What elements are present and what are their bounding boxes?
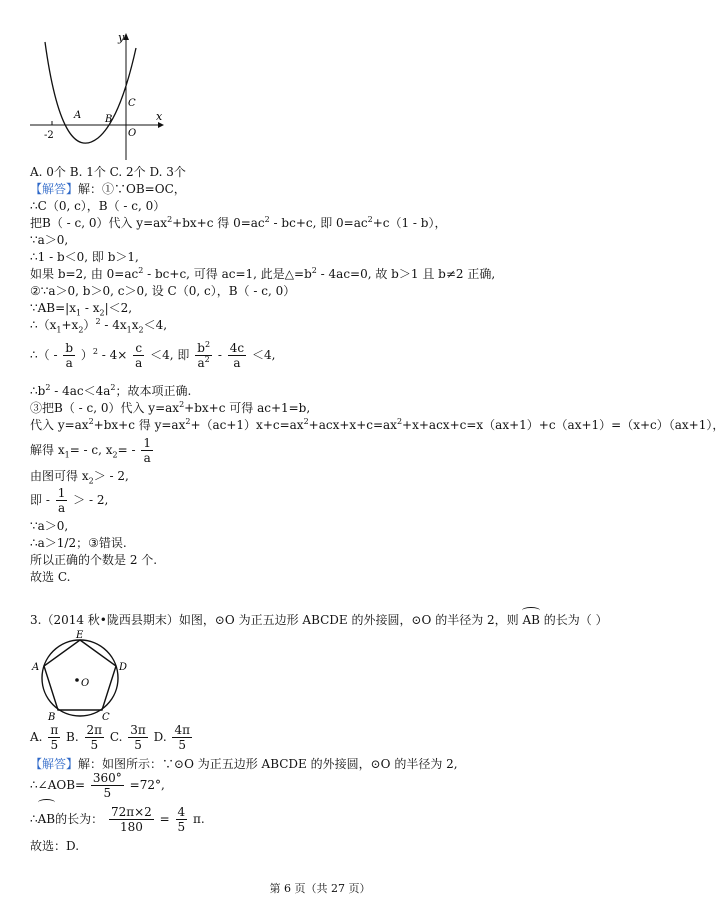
q2-line16: 即 - $\frac{1}{a}$ ＞ - 2,	[30, 486, 109, 515]
q2-answer-line1: 【解答】解：①∵OB=OC，	[30, 182, 186, 196]
origin-label: O	[128, 128, 137, 139]
q2-line2: ∴C（0, c），B（ - c, 0）	[30, 199, 166, 213]
q3-options: A. $\frac{\pi}{5}$ B. $\frac{2\pi}{5}$ C. $\frac{3\pi}{5}$ D. $\frac{4\pi}{5}$	[30, 723, 190, 752]
q2-line5: ∴1 - b＜0, 即 b＞1,	[30, 250, 139, 264]
q3-answer-line3: ∴AB的长为： $\frac{72\pi\times 2}{180}$ = $\frac{4}{5}$ π.	[30, 805, 205, 834]
q3-stem: 3.（2014 秋•陇西县期末）如图，⊙O 为正五边形 ABCDE 的外接圆，⊙O 的半径为 2，则 AB 的长为（ ）	[30, 613, 608, 627]
q2-line8: $\because AB=|x_1 - x_2|<2$,	[30, 301, 133, 318]
q2-line4: ∵a＞0,	[30, 233, 69, 247]
q3-answer-line4: 故选：D.	[30, 839, 80, 853]
vertex-a-label: A	[32, 662, 40, 673]
vertex-b-label: B	[48, 712, 56, 723]
parabola-graph	[30, 28, 170, 167]
point-a-label: A	[74, 110, 82, 121]
x-axis-label: x	[156, 110, 163, 123]
point-b-label: B	[105, 114, 113, 125]
point-c-label: C	[128, 98, 136, 109]
q2-line10: ∴（ - $\frac{b}{a}$ ）$^2$ - 4× $\frac{c}{a}$ ＜4, 即 $\frac{b^2}{a^2}$ - $\frac{4c}{a}$ ＜4,	[30, 340, 276, 370]
q2-line19: 所以正确的个数是 2 个.	[30, 553, 158, 567]
q2-line7: ②∵a＞0, b＞0, c＞0, 设 C（0, c），B（ - c, 0）	[30, 284, 296, 298]
q2-line3: 把B（ - c, 0）代入 $y=ax^2+bx+c$ 得 $0=ac^2 - bc+c$, 即 $0=ac^2+c(1 - b)$，	[30, 215, 447, 230]
pentagon-figure	[30, 630, 130, 724]
q2-line18: ∴a＞1/2；③错误.	[30, 536, 127, 550]
q2-choices: A. 0个 B. 1个 C. 2个 D. 3个	[30, 165, 186, 179]
vertex-c-label: C	[102, 712, 110, 723]
q3-answer-line2: ∴∠AOB= $\frac{360^\circ}{5}$ =72°,	[30, 771, 165, 800]
answer-tag: 【解答】	[30, 757, 79, 771]
page-footer: 第 6 页（共 27 页）	[269, 882, 371, 895]
q2-line12: ③把B（ - c, 0）代入 $y=ax^2+bx+c$ 可得 ac+1=b,	[30, 400, 311, 415]
q3-answer-line1: 【解答】解：如图所示：∵⊙O 为正五边形 ABCDE 的外接圆，⊙O 的半径为 2,	[30, 757, 458, 771]
q2-line15: 由图可得 $x_2> - 2$,	[30, 469, 129, 486]
vertex-e-label: E	[76, 630, 84, 641]
q2-line14: 解得 $x_1= - c$, $x_2=$ - $\frac{1}{a}$	[30, 436, 152, 465]
q2-line17: ∵a＞0,	[30, 519, 69, 533]
center-o-label: O	[81, 678, 90, 689]
q2-line11: $\therefore b^2 - 4ac<4a^2$；故本项正确.	[30, 383, 192, 398]
vertex-d-label: D	[119, 662, 128, 673]
tick-minus-2: -2	[44, 130, 54, 141]
answer-tag: 【解答】	[30, 182, 79, 196]
q2-line6: 如果 b=2, 由 $0=ac^2 - bc+c$, 可得 ac=1, 此是$\triangle=b^2 - 4ac=0$, 故 b＞1 且 b≠2 正确,	[30, 266, 496, 281]
q2-line9: $\therefore(x_1+x_2)^2 - 4x_1x_2<4$,	[30, 317, 168, 335]
arc-ab: AB	[522, 613, 540, 627]
y-axis-label: y	[118, 31, 125, 44]
q2-line13: 代入 $y=ax^2+bx+c$ 得 $y=ax^2+(ac+1)x+c=ax^2+acx+x+c=ax^2+x+acx+c=x(ax+1)+c(ax+1)=(x+c)(ax+1)$，	[30, 417, 724, 432]
q2-line20: 故选 C.	[30, 570, 71, 584]
